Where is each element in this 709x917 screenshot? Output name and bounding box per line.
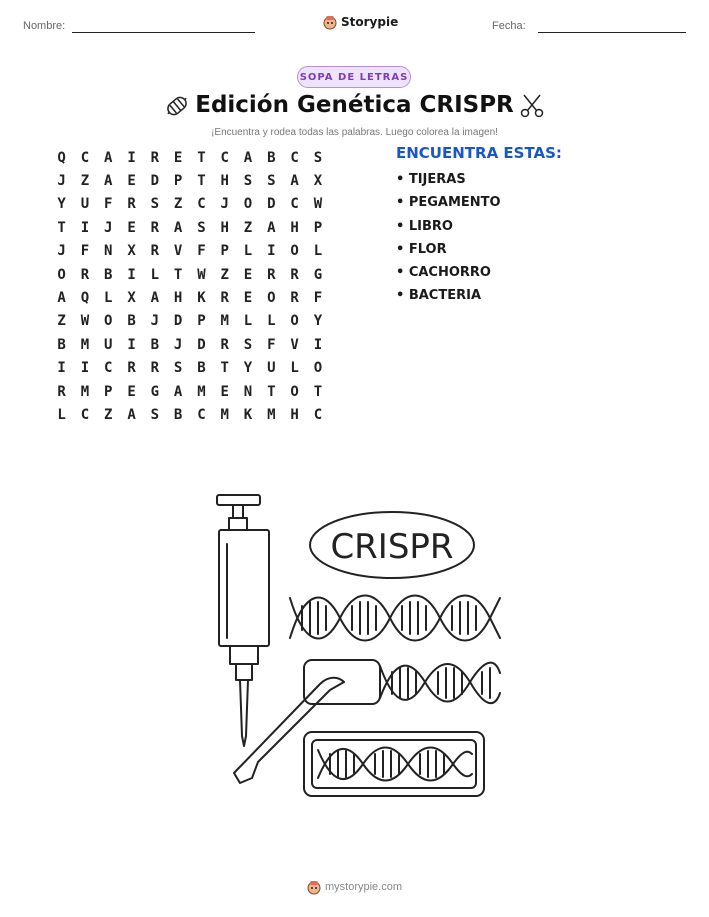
- grid-cell[interactable]: C: [290, 149, 299, 166]
- grid-cell[interactable]: T: [197, 149, 206, 166]
- grid-cell[interactable]: O: [57, 266, 66, 283]
- grid-cell[interactable]: A: [173, 383, 183, 400]
- grid-cell[interactable]: M: [267, 406, 276, 423]
- grid-cell[interactable]: O: [313, 360, 323, 377]
- grid-cell[interactable]: S: [150, 196, 160, 213]
- date-line[interactable]: [538, 32, 686, 33]
- grid-cell[interactable]: J: [57, 173, 66, 190]
- grid-cell[interactable]: A: [243, 149, 253, 166]
- grid-cell[interactable]: Y: [313, 313, 323, 330]
- crispr-label: CRISPR: [330, 527, 454, 567]
- grid-cell[interactable]: P: [104, 383, 113, 400]
- grid-cell[interactable]: I: [127, 336, 136, 353]
- grid-cell[interactable]: I: [127, 266, 136, 283]
- grid-cell[interactable]: C: [220, 149, 229, 166]
- grid-cell[interactable]: E: [243, 290, 253, 307]
- grid-cell[interactable]: Z: [173, 196, 183, 213]
- grid-cell[interactable]: P: [197, 313, 206, 330]
- word-list-item: • PEGAMENTO: [396, 195, 501, 211]
- grid-cell[interactable]: V: [290, 336, 299, 353]
- grid-cell[interactable]: Z: [104, 406, 113, 423]
- grid-cell[interactable]: K: [197, 290, 206, 307]
- grid-cell[interactable]: B: [57, 336, 66, 353]
- grid-cell[interactable]: J: [173, 336, 183, 353]
- grid-cell[interactable]: W: [80, 313, 90, 330]
- grid-cell[interactable]: A: [57, 290, 66, 307]
- grid-cell[interactable]: B: [127, 313, 136, 330]
- grid-cell[interactable]: M: [220, 406, 229, 423]
- grid-cell[interactable]: F: [267, 336, 276, 353]
- grid-cell[interactable]: C: [80, 406, 90, 423]
- grid-cell[interactable]: Z: [80, 173, 90, 190]
- grid-cell[interactable]: A: [104, 149, 113, 166]
- grid-cell[interactable]: B: [267, 149, 276, 166]
- grid-cell[interactable]: S: [173, 360, 183, 377]
- grid-cell[interactable]: M: [80, 336, 90, 353]
- grid-cell[interactable]: C: [197, 196, 206, 213]
- storypie-mascot-icon: [307, 879, 321, 895]
- word-list-item: • LIBRO: [396, 218, 453, 234]
- grid-cell[interactable]: L: [243, 313, 253, 330]
- grid-cell[interactable]: B: [150, 336, 160, 353]
- grid-cell[interactable]: S: [267, 173, 276, 190]
- grid-cell[interactable]: I: [127, 149, 136, 166]
- grid-cell[interactable]: E: [173, 149, 183, 166]
- dna-strand-1: [290, 596, 500, 641]
- grid-cell[interactable]: U: [267, 360, 276, 377]
- grid-cell[interactable]: L: [313, 243, 323, 260]
- grid-cell[interactable]: T: [313, 383, 323, 400]
- grid-cell[interactable]: B: [197, 360, 206, 377]
- grid-cell[interactable]: T: [220, 360, 229, 377]
- grid-cell[interactable]: X: [313, 173, 323, 190]
- grid-cell[interactable]: R: [220, 290, 229, 307]
- word-search-grid[interactable]: [50, 146, 330, 427]
- grid-cell[interactable]: L: [267, 313, 276, 330]
- grid-cell[interactable]: J: [57, 243, 66, 260]
- grid-cell[interactable]: R: [220, 336, 229, 353]
- grid-cell[interactable]: P: [220, 243, 229, 260]
- grid-cell[interactable]: Y: [243, 360, 253, 377]
- grid-cell[interactable]: G: [150, 383, 160, 400]
- grid-cell[interactable]: B: [104, 266, 113, 283]
- name-label: Nombre:: [23, 20, 66, 32]
- grid-cell[interactable]: C: [313, 406, 323, 423]
- grid-cell[interactable]: O: [290, 243, 299, 260]
- grid-cell[interactable]: R: [150, 219, 160, 236]
- grid-cell[interactable]: X: [127, 243, 136, 260]
- grid-cell[interactable]: O: [290, 383, 299, 400]
- grid-cell[interactable]: A: [173, 219, 183, 236]
- grid-cell[interactable]: T: [267, 383, 276, 400]
- brand-logo: [323, 14, 398, 30]
- grid-cell[interactable]: C: [80, 149, 90, 166]
- grid-cell[interactable]: A: [290, 173, 299, 190]
- grid-cell[interactable]: U: [80, 196, 90, 213]
- grid-cell[interactable]: T: [173, 266, 183, 283]
- grid-cell[interactable]: E: [220, 383, 229, 400]
- brand-name: Storypie: [341, 15, 399, 29]
- grid-cell[interactable]: W: [313, 196, 323, 213]
- word-list-item: • FLOR: [396, 241, 447, 257]
- crispr-illustration: [200, 488, 510, 808]
- grid-cell[interactable]: R: [290, 290, 299, 307]
- grid-cell[interactable]: L: [104, 290, 113, 307]
- grid-cell[interactable]: D: [267, 196, 276, 213]
- grid-cell[interactable]: U: [104, 336, 113, 353]
- grid-cell[interactable]: N: [104, 243, 113, 260]
- grid-cell[interactable]: Y: [57, 196, 66, 213]
- grid-cell[interactable]: M: [220, 313, 229, 330]
- grid-cell[interactable]: B: [173, 406, 183, 423]
- grid-cell[interactable]: L: [150, 266, 160, 283]
- footer: [0, 879, 709, 895]
- grid-cell[interactable]: M: [80, 383, 90, 400]
- grid-cell[interactable]: R: [150, 149, 160, 166]
- storypie-mascot-icon: [323, 14, 337, 30]
- grid-cell[interactable]: R: [267, 266, 276, 283]
- grid-cell[interactable]: J: [220, 196, 229, 213]
- grid-cell[interactable]: Q: [57, 149, 66, 166]
- grid-cell[interactable]: P: [313, 219, 323, 236]
- grid-cell[interactable]: H: [220, 219, 229, 236]
- grid-cell[interactable]: E: [127, 173, 136, 190]
- grid-cell[interactable]: F: [197, 243, 206, 260]
- grid-cell[interactable]: E: [243, 266, 253, 283]
- grid-cell[interactable]: A: [150, 290, 160, 307]
- word-list-item: • CACHORRO: [396, 265, 491, 281]
- grid-cell[interactable]: R: [57, 383, 66, 400]
- grid-cell[interactable]: H: [290, 406, 299, 423]
- grid-cell[interactable]: H: [290, 219, 299, 236]
- grid-cell[interactable]: L: [243, 243, 253, 260]
- grid-cell[interactable]: C: [197, 406, 206, 423]
- grid-cell[interactable]: N: [243, 383, 253, 400]
- grid-cell[interactable]: I: [267, 243, 276, 260]
- grid-cell[interactable]: C: [104, 360, 113, 377]
- grid-cell[interactable]: R: [150, 360, 160, 377]
- name-line[interactable]: [72, 32, 255, 33]
- scissors-icon: [518, 92, 546, 120]
- grid-cell[interactable]: S: [243, 336, 253, 353]
- grid-cell[interactable]: A: [267, 219, 276, 236]
- grid-cell[interactable]: X: [127, 290, 136, 307]
- grid-cell[interactable]: M: [197, 383, 206, 400]
- grid-cell[interactable]: T: [197, 173, 206, 190]
- grid-cell[interactable]: R: [290, 266, 299, 283]
- grid-cell[interactable]: W: [197, 266, 206, 283]
- grid-cell[interactable]: E: [127, 219, 136, 236]
- grid-cell[interactable]: S: [197, 219, 206, 236]
- grid-cell[interactable]: I: [80, 219, 90, 236]
- grid-cell[interactable]: S: [150, 406, 160, 423]
- grid-cell[interactable]: V: [173, 243, 183, 260]
- grid-cell[interactable]: Z: [220, 266, 229, 283]
- grid-cell[interactable]: J: [104, 219, 113, 236]
- dna-strand-3: [318, 748, 472, 781]
- category-badge: SOPA DE LETRAS: [297, 66, 411, 88]
- grid-cell[interactable]: G: [313, 266, 323, 283]
- word-list-item: • TIJERAS: [396, 172, 466, 187]
- grid-cell[interactable]: H: [173, 290, 183, 307]
- word-list-item: • BACTERIA: [396, 288, 482, 304]
- word-list-title: ENCUENTRA ESTAS:: [396, 144, 562, 162]
- grid-cell[interactable]: O: [104, 313, 113, 330]
- grid-cell[interactable]: A: [104, 173, 113, 190]
- dna-strand-2: [380, 663, 500, 703]
- grid-cell[interactable]: R: [150, 243, 160, 260]
- grid-cell[interactable]: R: [127, 360, 136, 377]
- grid-cell[interactable]: R: [80, 266, 90, 283]
- syringe-plunger-cap: [217, 495, 260, 505]
- grid-cell[interactable]: Z: [57, 313, 66, 330]
- grid-cell[interactable]: D: [173, 313, 183, 330]
- grid-cell[interactable]: O: [267, 290, 276, 307]
- grid-cell[interactable]: F: [313, 290, 323, 307]
- instructions: ¡Encuentra y rodea todas las palabras. Luego colorea la imagen!: [211, 127, 498, 138]
- grid-cell[interactable]: L: [57, 406, 66, 423]
- grid-cell[interactable]: I: [57, 360, 66, 377]
- grid-cell[interactable]: F: [80, 243, 90, 260]
- page-title: Edición Genética CRISPR: [195, 92, 514, 118]
- grid-cell[interactable]: T: [57, 219, 66, 236]
- grid-cell[interactable]: H: [220, 173, 229, 190]
- grid-cell[interactable]: E: [127, 383, 136, 400]
- grid-cell[interactable]: F: [104, 196, 113, 213]
- grid-cell[interactable]: Z: [243, 219, 253, 236]
- grid-cell[interactable]: I: [80, 360, 90, 377]
- grid-cell[interactable]: C: [290, 196, 299, 213]
- grid-cell[interactable]: D: [150, 173, 160, 190]
- grid-cell[interactable]: S: [313, 149, 323, 166]
- grid-cell[interactable]: D: [197, 336, 206, 353]
- grid-cell[interactable]: I: [313, 336, 323, 353]
- footer-url[interactable]: mystorypie.com: [324, 881, 403, 893]
- grid-cell[interactable]: A: [127, 406, 136, 423]
- grid-cell[interactable]: L: [290, 360, 299, 377]
- grid-cell[interactable]: S: [243, 173, 253, 190]
- grid-cell[interactable]: O: [290, 313, 299, 330]
- word-list: [396, 170, 501, 310]
- grid-cell[interactable]: P: [173, 173, 183, 190]
- date-label: Fecha:: [492, 20, 526, 32]
- grid-cell[interactable]: O: [243, 196, 253, 213]
- grid-cell[interactable]: J: [150, 313, 160, 330]
- grid-cell[interactable]: Q: [80, 290, 90, 307]
- grid-cell[interactable]: K: [243, 406, 253, 423]
- grid-cell[interactable]: R: [127, 196, 136, 213]
